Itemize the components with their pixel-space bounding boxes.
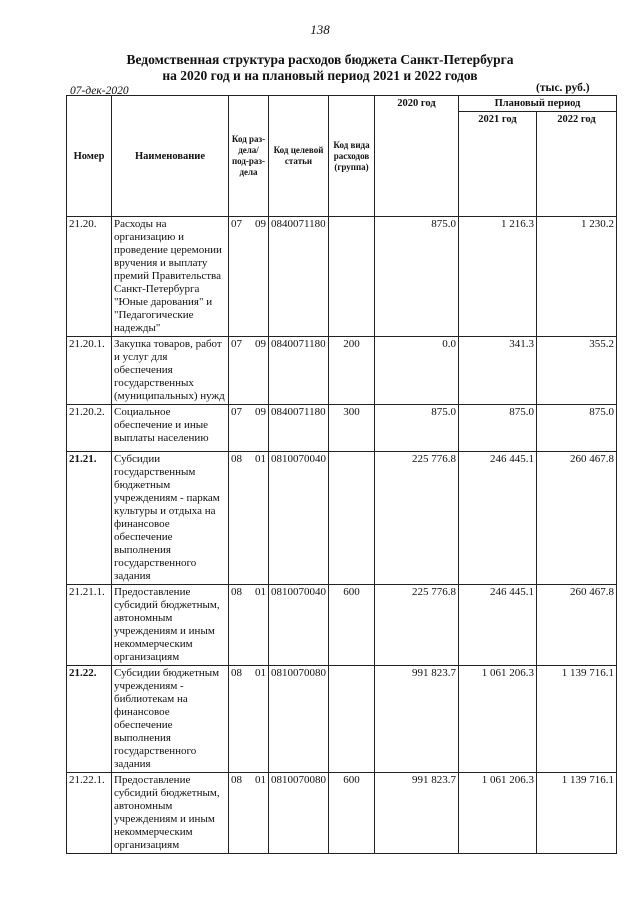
row-amount-2021: 341.3 [459, 337, 537, 405]
row-number: 21.20. [67, 217, 112, 337]
row-expense-type: 200 [329, 337, 375, 405]
subsection-code: 09 [255, 218, 266, 230]
row-name: Предоставление субсидий бюджетным, автономным учреждениям и иным некоммерческим организациям [112, 585, 229, 666]
table-row [67, 405, 617, 452]
row-section [229, 452, 269, 585]
table-row [67, 452, 617, 585]
header-planned-period: Плановый период [459, 96, 617, 112]
document-title [0, 52, 640, 84]
section-code: 08 [231, 667, 242, 679]
subsection-code: 01 [255, 586, 266, 598]
title-line-2: на 2020 год и на плановый период 2021 и 2022 годов [162, 68, 478, 83]
row-target-code: 0840071180 [269, 217, 329, 337]
section-code: 07 [231, 338, 242, 350]
header-name: Наименование [112, 96, 229, 217]
row-amount-2022: 875.0 [537, 405, 617, 452]
row-expense-type [329, 217, 375, 337]
budget-table [66, 95, 617, 854]
row-section [229, 337, 269, 405]
row-amount-2020: 875.0 [375, 405, 459, 452]
row-name: Расходы на организацию и проведение церемонии вручения и выплату премий Правительства Санкт-Петербурга "Юные дарования" и "Педагогические надежды" [112, 217, 229, 337]
row-target-code: 0810070080 [269, 773, 329, 854]
section-codes [231, 586, 266, 599]
subsection-code: 01 [255, 667, 266, 679]
row-target-code: 0840071180 [269, 405, 329, 452]
row-amount-2021: 1 061 206.3 [459, 666, 537, 773]
header-section: Код раз-дела/ под-раз-дела [229, 96, 269, 217]
row-section [229, 585, 269, 666]
row-expense-type: 600 [329, 585, 375, 666]
row-section [229, 405, 269, 452]
row-expense-type: 300 [329, 405, 375, 452]
table-row [67, 773, 617, 854]
row-amount-2021: 246 445.1 [459, 452, 537, 585]
row-section [229, 217, 269, 337]
table-row [67, 585, 617, 666]
row-amount-2022: 1 139 716.1 [537, 666, 617, 773]
section-codes [231, 774, 266, 787]
row-expense-type: 600 [329, 773, 375, 854]
row-amount-2021: 246 445.1 [459, 585, 537, 666]
table-row [67, 666, 617, 773]
row-amount-2020: 0.0 [375, 337, 459, 405]
row-amount-2020: 991 823.7 [375, 773, 459, 854]
row-name: Социальное обеспечение и иные выплаты населению [112, 405, 229, 452]
units-label: (тыс. руб.) [536, 82, 590, 94]
header-target: Код целевой статьи [269, 96, 329, 217]
row-name: Субсидии бюджетным учреждениям - библиотекам на финансовое обеспечение выполнения государственного задания [112, 666, 229, 773]
row-number: 21.20.1. [67, 337, 112, 405]
section-code: 08 [231, 774, 242, 786]
row-expense-type [329, 666, 375, 773]
document-date: 07-дек-2020 [70, 85, 129, 97]
row-amount-2021: 875.0 [459, 405, 537, 452]
row-amount-2022: 355.2 [537, 337, 617, 405]
row-number: 21.20.2. [67, 405, 112, 452]
row-amount-2021: 1 216.3 [459, 217, 537, 337]
title-line-1: Ведомственная структура расходов бюджета Санкт-Петербурга [126, 52, 514, 67]
header-expense-type: Код вида расходов (группа) [329, 96, 375, 217]
section-codes [231, 667, 266, 680]
header-row [67, 96, 617, 112]
row-section [229, 666, 269, 773]
subsection-code: 09 [255, 338, 266, 350]
row-section [229, 773, 269, 854]
page-number: 138 [310, 22, 330, 37]
row-target-code: 0810070040 [269, 452, 329, 585]
table-row [67, 337, 617, 405]
row-amount-2022: 1 139 716.1 [537, 773, 617, 854]
row-name: Предоставление субсидий бюджетным, автономным учреждениям и иным некоммерческим организациям [112, 773, 229, 854]
section-codes [231, 406, 266, 419]
section-code: 07 [231, 218, 242, 230]
header-number: Номер [67, 96, 112, 217]
header-2020: 2020 год [375, 96, 459, 217]
row-number: 21.21. [67, 452, 112, 585]
header-2022: 2022 год [537, 112, 617, 217]
section-code: 08 [231, 453, 242, 465]
row-name: Субсидии государственным бюджетным учреждениям - паркам культуры и отдыха на финансовое обеспечение выполнения государственного задания [112, 452, 229, 585]
section-codes [231, 453, 266, 466]
row-amount-2020: 225 776.8 [375, 585, 459, 666]
row-target-code: 0840071180 [269, 337, 329, 405]
row-expense-type [329, 452, 375, 585]
row-amount-2020: 225 776.8 [375, 452, 459, 585]
row-amount-2020: 991 823.7 [375, 666, 459, 773]
subsection-code: 09 [255, 406, 266, 418]
row-amount-2022: 260 467.8 [537, 585, 617, 666]
row-number: 21.22. [67, 666, 112, 773]
table-row [67, 217, 617, 337]
row-amount-2022: 260 467.8 [537, 452, 617, 585]
subsection-code: 01 [255, 774, 266, 786]
row-number: 21.22.1. [67, 773, 112, 854]
section-codes [231, 218, 266, 231]
section-code: 08 [231, 586, 242, 598]
header-2021: 2021 год [459, 112, 537, 217]
row-name: Закупка товаров, работ и услуг для обеспечения государственных (муниципальных) нужд [112, 337, 229, 405]
row-amount-2020: 875.0 [375, 217, 459, 337]
row-amount-2022: 1 230.2 [537, 217, 617, 337]
section-code: 07 [231, 406, 242, 418]
row-target-code: 0810070040 [269, 585, 329, 666]
row-target-code: 0810070080 [269, 666, 329, 773]
subsection-code: 01 [255, 453, 266, 465]
row-amount-2021: 1 061 206.3 [459, 773, 537, 854]
row-number: 21.21.1. [67, 585, 112, 666]
section-codes [231, 338, 266, 351]
